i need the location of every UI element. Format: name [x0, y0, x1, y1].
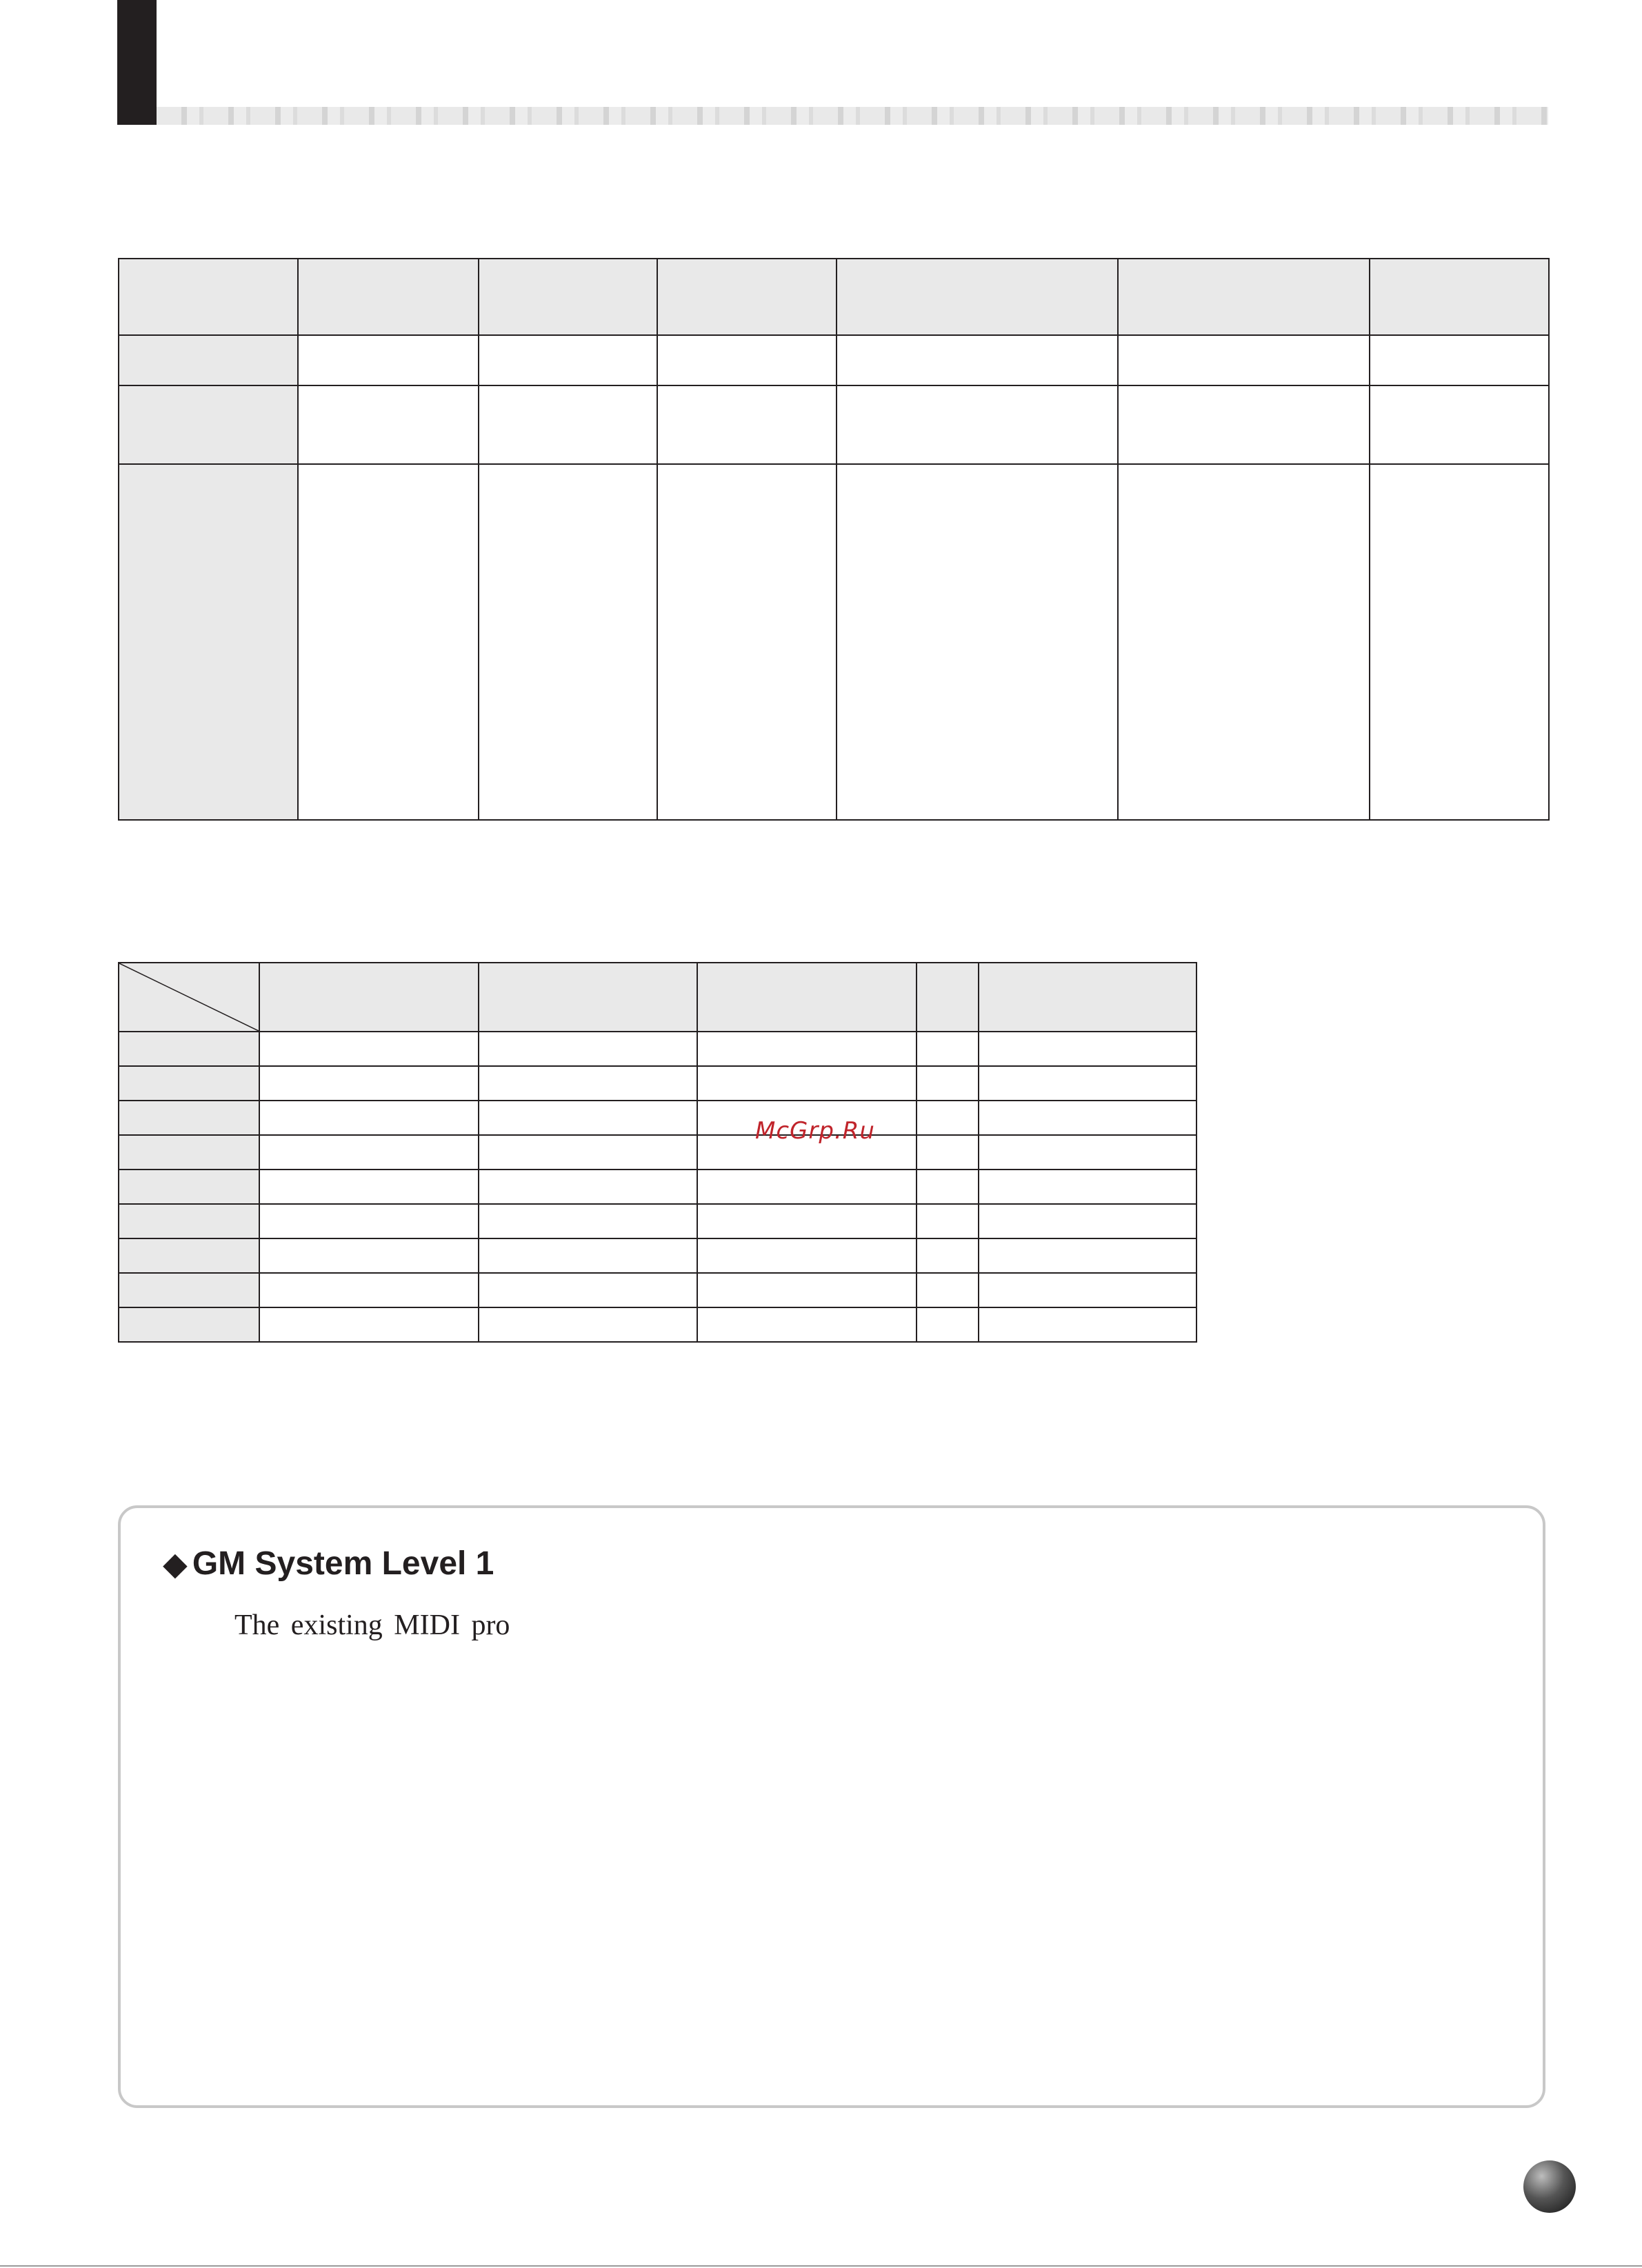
table-cell — [917, 1135, 979, 1170]
table-cell — [917, 1066, 979, 1101]
table-cell — [697, 1204, 917, 1238]
table-cell — [917, 1307, 979, 1342]
table-row — [119, 1170, 1197, 1204]
table-cell — [479, 464, 657, 820]
diamond-bullet-icon: ◆ — [163, 1547, 187, 1581]
table-cell — [479, 1032, 697, 1066]
table-row — [119, 385, 1549, 464]
table-cell — [1370, 385, 1549, 464]
table-cell — [479, 1101, 697, 1135]
table-cell — [837, 385, 1118, 464]
row-header-cell — [119, 1170, 259, 1204]
table-cell — [657, 335, 837, 385]
table-cell — [917, 1170, 979, 1204]
table-1-header-cell — [657, 259, 837, 335]
table-cell — [479, 1135, 697, 1170]
table-cell — [917, 1204, 979, 1238]
row-header-cell — [119, 1204, 259, 1238]
table-cell — [259, 1307, 479, 1342]
row-header-cell — [119, 1135, 259, 1170]
table-row — [119, 335, 1549, 385]
diagonal-corner-cell — [119, 963, 259, 1032]
section-tab-marker — [117, 0, 157, 125]
table-1-header-row — [119, 259, 1549, 335]
table-cell — [697, 1273, 917, 1307]
table-2-header-row — [119, 963, 1197, 1032]
table-cell — [479, 1238, 697, 1273]
table-cell — [697, 1238, 917, 1273]
page-marker-ball-icon — [1523, 2160, 1576, 2213]
info-box-body: The existing MIDI pro — [234, 1609, 510, 1641]
table-cell — [259, 1066, 479, 1101]
row-header-cell — [119, 335, 298, 385]
table-row — [119, 1101, 1197, 1135]
table-cell — [697, 1032, 917, 1066]
row-header-cell — [119, 1273, 259, 1307]
table-cell — [259, 1204, 479, 1238]
table-cell — [917, 1273, 979, 1307]
info-box — [118, 1505, 1545, 2108]
watermark-text: McGrp.Ru — [755, 1117, 875, 1145]
table-2-header-cell — [259, 963, 479, 1032]
table-1 — [118, 258, 1550, 821]
table-cell — [1118, 335, 1370, 385]
table-row — [119, 464, 1549, 820]
table-cell — [979, 1238, 1197, 1273]
table-1-header-cell — [1370, 259, 1549, 335]
table-cell — [479, 1307, 697, 1342]
table-2-header-cell — [917, 963, 979, 1032]
table-2 — [118, 962, 1197, 1343]
row-header-cell — [119, 1066, 259, 1101]
table-cell — [657, 464, 837, 820]
table-cell — [259, 1170, 479, 1204]
row-header-cell — [119, 464, 298, 820]
table-cell — [479, 385, 657, 464]
table-cell — [259, 1135, 479, 1170]
table-1-header-cell — [1118, 259, 1370, 335]
table-cell — [917, 1238, 979, 1273]
table-cell — [1118, 464, 1370, 820]
row-header-cell — [119, 1307, 259, 1342]
table-cell — [917, 1101, 979, 1135]
table-cell — [259, 1238, 479, 1273]
table-cell — [979, 1204, 1197, 1238]
table-cell — [979, 1135, 1197, 1170]
table-1-header-cell — [479, 259, 657, 335]
table-cell — [1370, 335, 1549, 385]
table-cell — [697, 1307, 917, 1342]
table-2-header-cell — [479, 963, 697, 1032]
table-cell — [1370, 464, 1549, 820]
table-cell — [979, 1032, 1197, 1066]
table-cell — [979, 1273, 1197, 1307]
row-header-cell — [119, 1101, 259, 1135]
table-row — [119, 1307, 1197, 1342]
row-header-cell — [119, 1032, 259, 1066]
info-box-title-text: GM System Level 1 — [192, 1545, 494, 1582]
table-cell — [479, 335, 657, 385]
table-cell — [479, 1204, 697, 1238]
table-cell — [479, 1170, 697, 1204]
table-row — [119, 1238, 1197, 1273]
table-cell — [1118, 385, 1370, 464]
table-cell — [697, 1066, 917, 1101]
table-row — [119, 1135, 1197, 1170]
decorative-header-bar — [157, 107, 1548, 125]
table-cell — [697, 1170, 917, 1204]
table-cell — [917, 1032, 979, 1066]
table-cell — [259, 1032, 479, 1066]
table-cell — [259, 1101, 479, 1135]
table-cell — [479, 1273, 697, 1307]
table-cell — [298, 335, 479, 385]
table-cell — [979, 1101, 1197, 1135]
table-cell — [298, 464, 479, 820]
row-header-cell — [119, 1238, 259, 1273]
table-cell — [298, 385, 479, 464]
info-box-title — [163, 1545, 494, 1583]
table-cell — [979, 1170, 1197, 1204]
table-1-header-cell — [119, 259, 298, 335]
table-cell — [657, 385, 837, 464]
table-cell — [979, 1066, 1197, 1101]
table-cell — [837, 335, 1118, 385]
table-cell — [979, 1307, 1197, 1342]
table-1-header-cell — [837, 259, 1118, 335]
bottom-rule — [0, 2265, 1642, 2267]
table-2-header-cell — [697, 963, 917, 1032]
row-header-cell — [119, 385, 298, 464]
diagonal-line — [119, 963, 259, 1031]
table-row — [119, 1032, 1197, 1066]
table-cell — [837, 464, 1118, 820]
table-2-header-cell — [979, 963, 1197, 1032]
table-row — [119, 1066, 1197, 1101]
table-1-header-cell — [298, 259, 479, 335]
table-cell — [479, 1066, 697, 1101]
table-row — [119, 1273, 1197, 1307]
table-cell — [259, 1273, 479, 1307]
table-row — [119, 1204, 1197, 1238]
